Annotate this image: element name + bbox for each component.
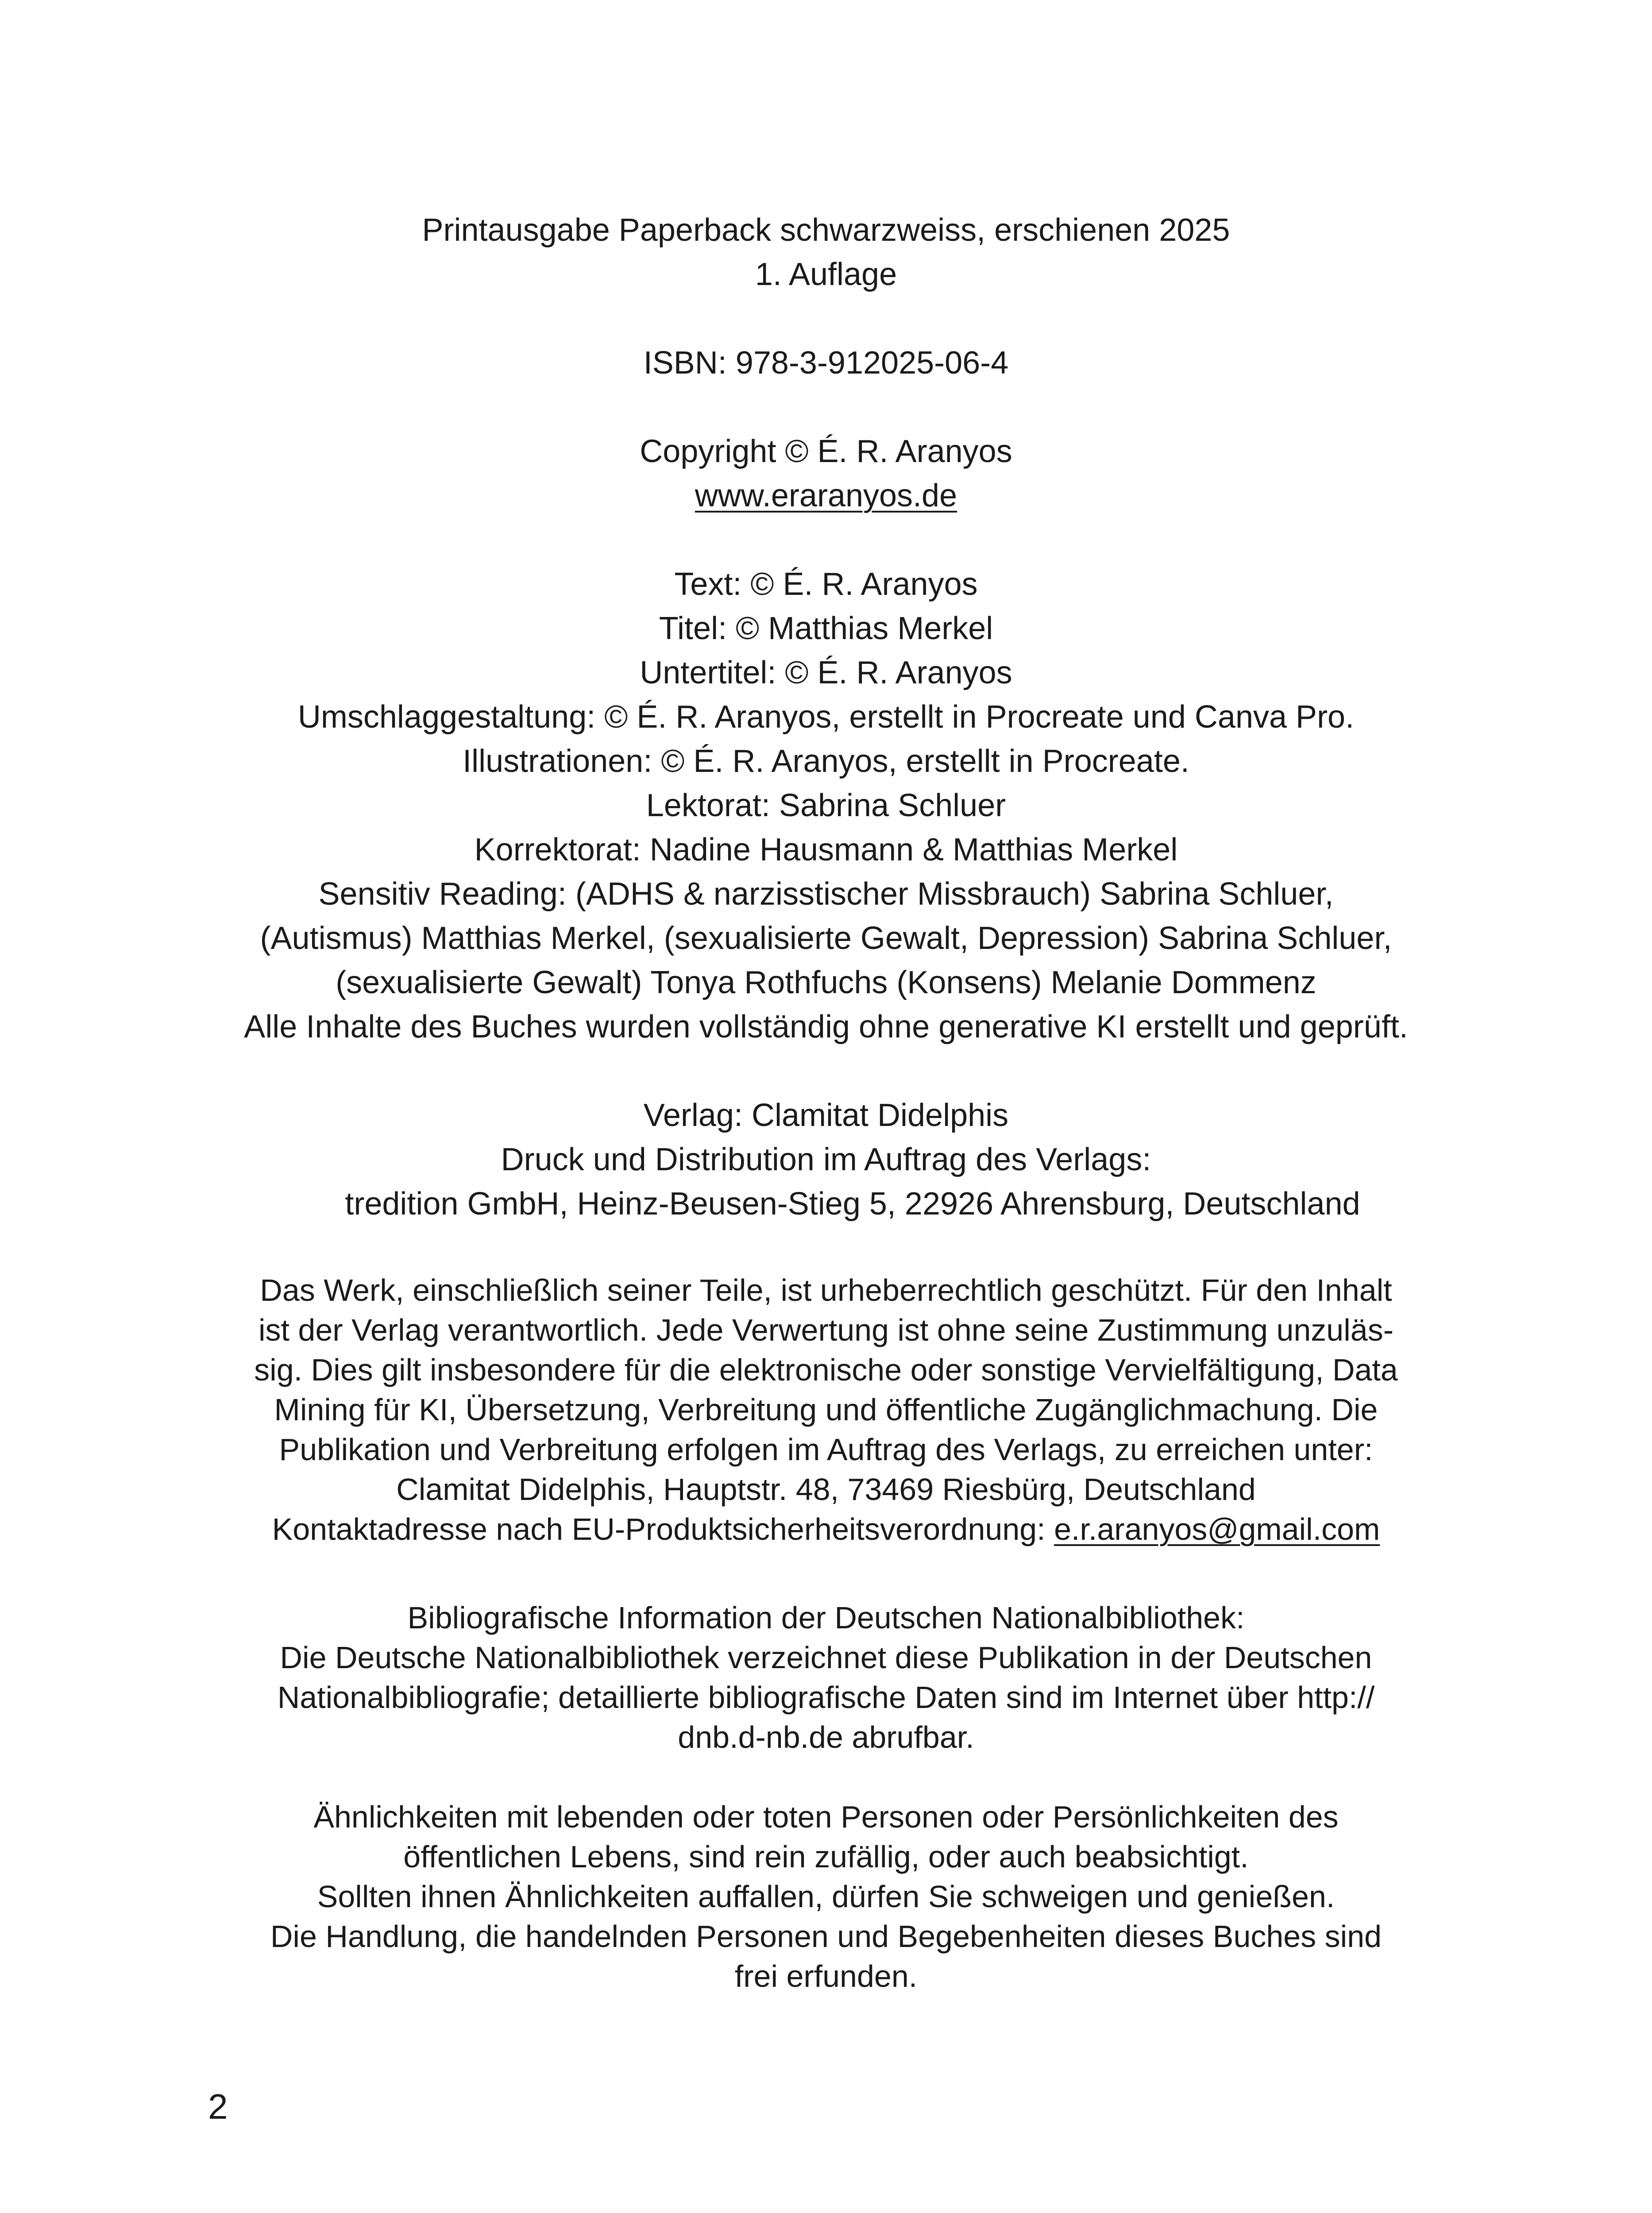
credit-line: Umschlaggestaltung: © É. R. Aranyos, erstellt in Procreate und Canva Pro. xyxy=(297,699,1355,735)
edition-line: Printausgabe Paperback schwarzweiss, erschienen 2025 xyxy=(422,212,1230,248)
publisher-line: Druck und Distribution im Auftrag des Verlags: xyxy=(501,1142,1151,1177)
legal-line: sig. Dies gilt insbesondere für die elektronische oder sonstige Vervielfältigung, Data xyxy=(254,1353,1398,1387)
edition-number: 1. Auflage xyxy=(755,257,897,292)
disclaimer-line: Die Handlung, die handelnden Personen und Begebenheiten dieses Buches sind xyxy=(270,1919,1382,1954)
credit-line: Text: © É. R. Aranyos xyxy=(674,567,978,602)
legal-line: Mining für KI, Übersetzung, Verbreitung und öffentliche Zugänglichmachung. Die xyxy=(274,1392,1378,1427)
credit-line: Alle Inhalte des Buches wurden vollständig ohne generative KI erstellt und geprüft. xyxy=(244,1009,1408,1045)
biblio-line: Die Deutsche Nationalbibliothek verzeichnet diese Publikation in der Deutschen xyxy=(280,1640,1372,1675)
biblio-line: dnb.d-nb.de abrufbar. xyxy=(678,1720,974,1754)
bibliographic-info xyxy=(0,1598,1652,1757)
credit-line: (sexualisierte Gewalt) Tonya Rothfuchs (Konsens) Melanie Dommenz xyxy=(336,965,1316,1000)
legal-line: Publikation und Verbreitung erfolgen im Auftrag des Verlags, zu erreichen unter: xyxy=(279,1432,1373,1467)
copyright-info xyxy=(0,429,1652,518)
contact-prefix: Kontaktadresse nach EU-Produktsicherheitsverordnung: xyxy=(272,1512,1046,1546)
copyright-line: Copyright © É. R. Aranyos xyxy=(640,434,1012,469)
credit-line: Illustrationen: © É. R. Aranyos, erstellt in Procreate. xyxy=(463,744,1189,779)
publisher-line: tredition GmbH, Heinz-Beusen-Stieg 5, 22926 Ahrensburg, Deutschland xyxy=(345,1186,1360,1222)
contact-email-link[interactable]: e.r.aranyos@gmail.com xyxy=(1054,1512,1380,1546)
credit-line: Sensitiv Reading: (ADHS & narzisstischer Missbrauch) Sabrina Schluer, xyxy=(318,876,1334,912)
biblio-line: Nationalbibliografie; detaillierte bibliografische Daten sind im Internet über http:// xyxy=(277,1680,1375,1715)
credit-line: (Autismus) Matthias Merkel, (sexualisierte Gewalt, Depression) Sabrina Schluer, xyxy=(260,921,1392,956)
website-line xyxy=(0,474,1652,518)
legal-line: ist der Verlag verantwortlich. Jede Verwertung ist ohne seine Zustimmung unzuläs- xyxy=(258,1313,1394,1347)
edition-info xyxy=(0,208,1652,297)
publisher-section xyxy=(0,1093,1652,1226)
disclaimer-line: Sollten ihnen Ähnlichkeiten auffallen, dürfen Sie schweigen und genießen. xyxy=(317,1879,1335,1914)
contact-line xyxy=(0,1509,1652,1549)
disclaimer-section xyxy=(0,1797,1652,1996)
website-link[interactable]: www.eraranyos.de xyxy=(695,478,957,513)
credit-line: Titel: © Matthias Merkel xyxy=(659,611,993,646)
legal-notice xyxy=(0,1270,1652,1549)
page-number: 2 xyxy=(208,2087,228,2126)
isbn-line: ISBN: 978-3-912025-06-4 xyxy=(643,345,1009,381)
legal-line: Das Werk, einschließlich seiner Teile, ist urheberrechtlich geschützt. Für den Inhalt xyxy=(260,1273,1392,1307)
credit-line: Lektorat: Sabrina Schluer xyxy=(646,788,1006,823)
isbn-info xyxy=(0,341,1652,385)
disclaimer-line: öffentlichen Lebens, sind rein zufällig, oder auch beabsichtigt. xyxy=(403,1839,1249,1874)
biblio-line: Bibliografische Information der Deutschen Nationalbibliothek: xyxy=(407,1600,1245,1635)
credit-line: Korrektorat: Nadine Hausmann & Matthias Merkel xyxy=(474,832,1178,867)
credit-line: Untertitel: © É. R. Aranyos xyxy=(640,655,1012,690)
legal-line: Clamitat Didelphis, Hauptstr. 48, 73469 Riesbürg, Deutschland xyxy=(396,1472,1256,1507)
disclaimer-line: Ähnlichkeiten mit lebenden oder toten Personen oder Persönlichkeiten des xyxy=(313,1800,1339,1834)
publisher-line: Verlag: Clamitat Didelphis xyxy=(643,1098,1009,1133)
credits-section xyxy=(0,562,1652,1049)
disclaimer-line: frei erfunden. xyxy=(734,1959,918,1993)
